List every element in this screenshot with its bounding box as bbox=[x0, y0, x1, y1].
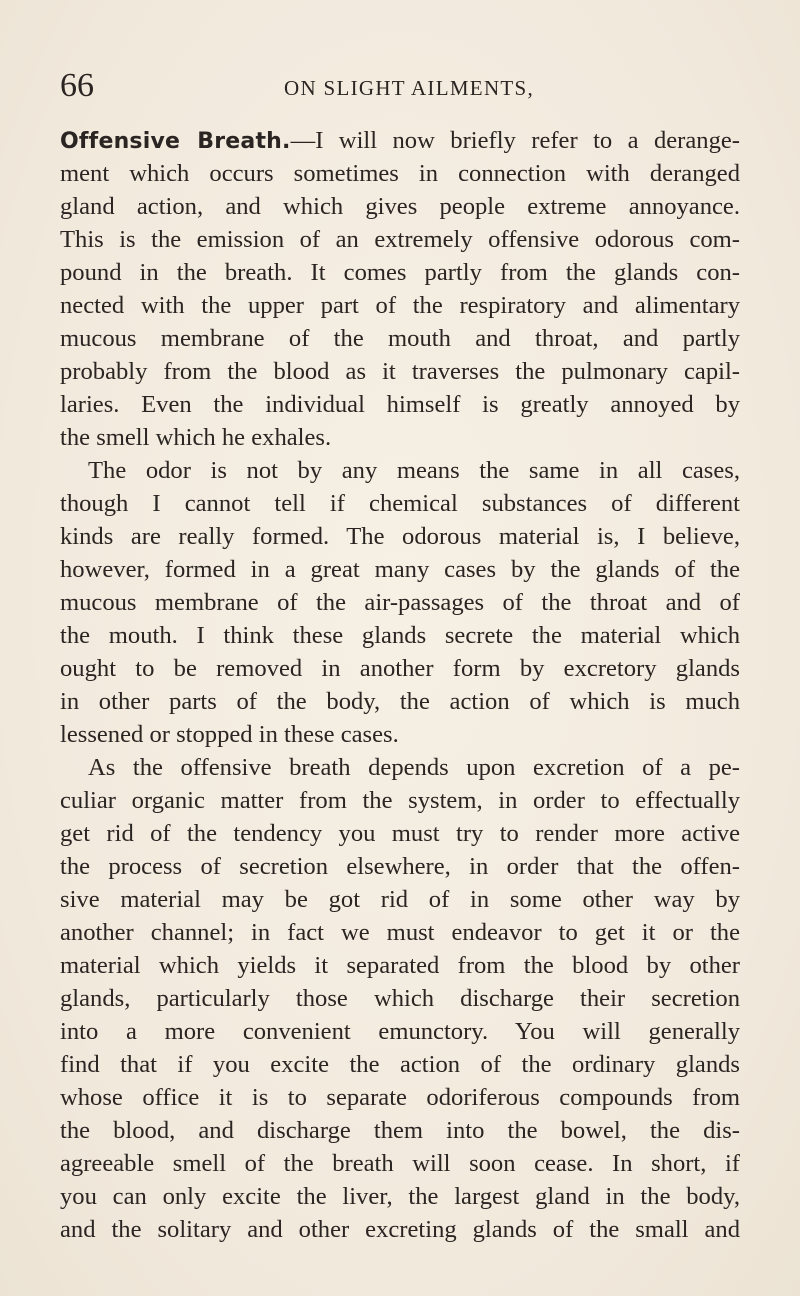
text-line: This is the emission of an extremely offensive odorous com- bbox=[60, 226, 740, 253]
text-line: pound in the breath. It comes partly from the glands con- bbox=[60, 259, 740, 286]
text-line: laries. Even the individual himself is greatly annoyed by bbox=[60, 391, 740, 418]
text-line: the mouth. I think these glands secrete the material which bbox=[60, 622, 740, 649]
text-line: though I cannot tell if chemical substances of different bbox=[60, 490, 740, 517]
text-line: into a more convenient emunctory. You will generally bbox=[60, 1018, 740, 1045]
text-line: the blood, and discharge them into the bowel, the dis- bbox=[60, 1117, 740, 1144]
text-line: material which yields it separated from the blood by other bbox=[60, 952, 740, 979]
text-line: the smell which he exhales. bbox=[60, 424, 332, 451]
page-number: 66 bbox=[60, 67, 94, 104]
text-line: lessened or stopped in these cases. bbox=[60, 721, 399, 748]
text-line: whose office it is to separate odoriferous compounds from bbox=[60, 1084, 740, 1111]
text-line: glands, particularly those which discharge their secretion bbox=[60, 985, 740, 1012]
text-line: agreeable smell of the breath will soon cease. In short, if bbox=[60, 1150, 740, 1177]
section-heading: Offensive Breath. bbox=[60, 129, 291, 154]
text-line: culiar organic matter from the system, in order to effectually bbox=[60, 787, 740, 814]
text-line: the process of secretion elsewhere, in order that the offen- bbox=[60, 853, 740, 880]
text-line: nected with the upper part of the respiratory and alimentary bbox=[60, 292, 740, 319]
paragraph-first-line: The odor is not by any means the same in all cases, bbox=[88, 457, 740, 484]
text-line: ment which occurs sometimes in connection with deranged bbox=[60, 160, 740, 187]
running-head bbox=[60, 66, 740, 106]
text-line: in other parts of the body, the action of which is much bbox=[60, 688, 740, 715]
text-line: sive material may be got rid of in some other way by bbox=[60, 886, 740, 913]
text-line: get rid of the tendency you must try to render more active bbox=[60, 820, 740, 847]
text-line: gland action, and which gives people extreme annoyance. bbox=[60, 193, 740, 220]
body-text bbox=[60, 124, 740, 1246]
text-line: probably from the blood as it traverses the pulmonary capil- bbox=[60, 358, 740, 385]
text-line-content: —I will now briefly refer to a derange- bbox=[290, 127, 740, 154]
text-line: however, formed in a great many cases by the glands of the bbox=[60, 556, 740, 583]
text-line: mucous membrane of the mouth and throat, and partly bbox=[60, 325, 740, 352]
text-line: and the solitary and other excreting glands of the small and bbox=[60, 1216, 740, 1243]
text-line: find that if you excite the action of the ordinary glands bbox=[60, 1051, 740, 1078]
paragraph-first-line: As the offensive breath depends upon excretion of a pe- bbox=[88, 754, 740, 781]
text-line: ought to be removed in another form by excretory glands bbox=[60, 655, 740, 682]
text-line: you can only excite the liver, the largest gland in the body, bbox=[60, 1183, 740, 1210]
running-head-title: ON SLIGHT AILMENTS, bbox=[284, 76, 535, 100]
text-line: another channel; in fact we must endeavor to get it or the bbox=[60, 919, 740, 946]
text-line bbox=[60, 124, 740, 157]
text-line: kinds are really formed. The odorous material is, I believe, bbox=[60, 523, 740, 550]
text-line: mucous membrane of the air-passages of the throat and of bbox=[60, 589, 740, 616]
